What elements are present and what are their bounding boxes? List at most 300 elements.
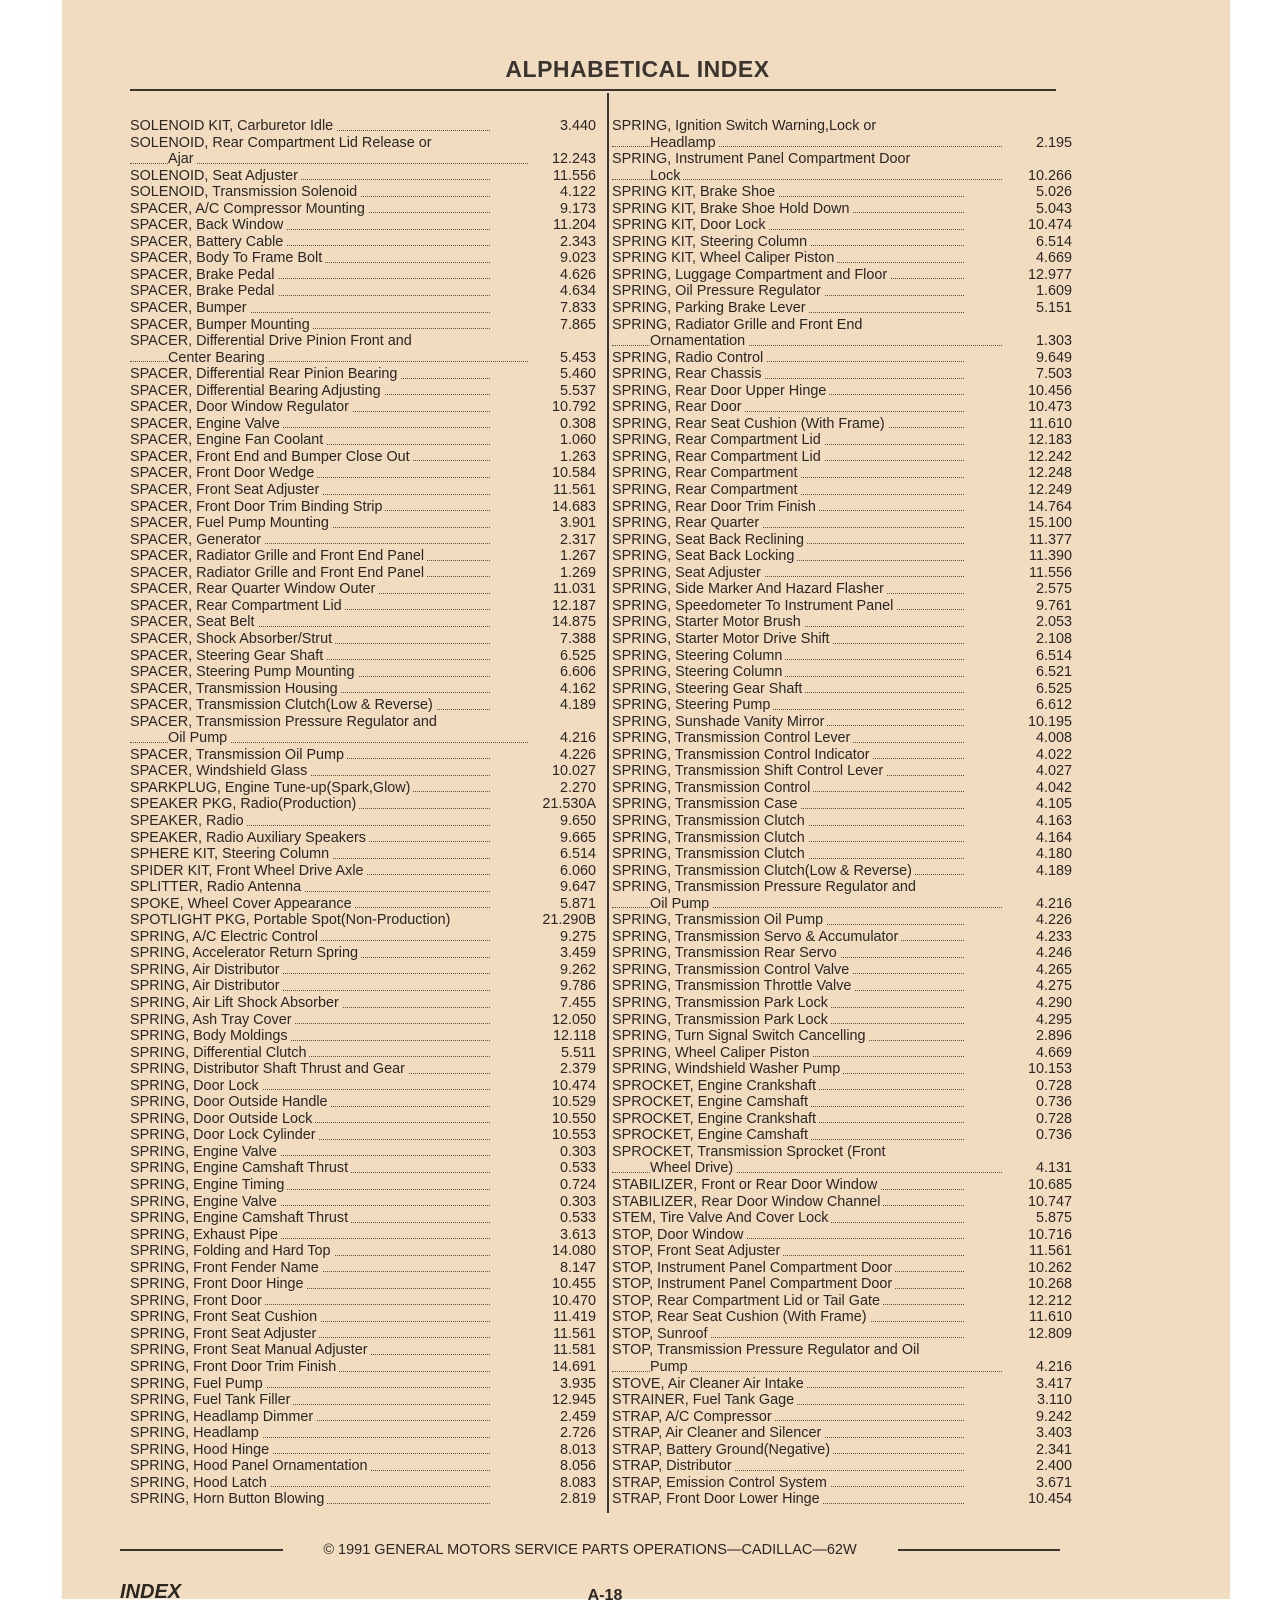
index-entry [130, 1194, 602, 1211]
entry-text-line [612, 234, 964, 251]
entry-text: SPRING KIT, Door Lock [612, 217, 769, 233]
entry-text: SPOTLIGHT PKG, Portable Spot(Non-Production) [130, 912, 453, 928]
entry-ref-number: 7.865 [559, 316, 596, 333]
entry-text-line [612, 1475, 964, 1492]
index-entry [130, 267, 602, 284]
entry-text-line [130, 681, 490, 698]
entry-text: SPRING, Transmission Control Lever [612, 730, 853, 746]
index-entry [612, 184, 1072, 201]
entry-text-line [612, 796, 964, 813]
entry-ref-number: 11.204 [553, 217, 596, 234]
entry-text: SPACER, Radiator Grille and Front End Panel [130, 548, 427, 564]
entry-ref-number: 9.262 [559, 961, 596, 978]
entry-ref-number: 2.726 [559, 1425, 596, 1442]
entry-ref-number: 4.162 [559, 680, 596, 697]
index-entry [130, 879, 602, 896]
entry-text: SPRING, Exhaust Pipe [130, 1227, 281, 1243]
entry-text: SPRING, Rear Chassis [612, 366, 765, 382]
entry-text-line [612, 465, 964, 482]
entry-ref-number: 10.195 [1027, 713, 1072, 730]
entry-text: SPRING, Transmission Clutch [612, 846, 808, 862]
index-entry [130, 1078, 602, 1095]
entry-text-line [130, 201, 490, 218]
entry-text: SPRING, Air Distributor [130, 978, 283, 994]
index-entry [612, 1458, 1072, 1475]
entry-text-line [130, 217, 490, 234]
index-entry [612, 1194, 1072, 1211]
entry-ref-number: 5.511 [561, 1044, 596, 1061]
entry-text-line [612, 118, 1072, 135]
entry-ref-number: 3.901 [559, 515, 596, 532]
index-entry [612, 1260, 1072, 1277]
entry-text: SPRING, Rear Quarter [612, 515, 762, 531]
index-entry [612, 1293, 1072, 1310]
entry-text: SPACER, Steering Pump Mounting [130, 664, 358, 680]
entry-text: STOP, Instrument Panel Compartment Door [612, 1260, 895, 1276]
entry-text: SPRING, Luggage Compartment and Floor [612, 267, 890, 283]
entry-text: STOP, Door Window [612, 1227, 746, 1243]
entry-text-line [612, 598, 964, 615]
entry-text: SPRING, Front Seat Manual Adjuster [130, 1342, 371, 1358]
index-entry [130, 449, 602, 466]
entry-ref-number: 12.183 [1027, 432, 1072, 449]
entry-text-line [130, 896, 490, 913]
index-entry [612, 796, 1072, 813]
entry-ref-number: 21.530A [542, 796, 596, 813]
index-entry [130, 1342, 602, 1359]
index-entry [612, 1028, 1072, 1045]
entry-text: SPACER, Differential Bearing Adjusting [130, 383, 384, 399]
entry-text-line [130, 1276, 490, 1293]
entry-text: SPACER, Back Window [130, 217, 286, 233]
entry-text-line [130, 449, 490, 466]
entry-text: SPROCKET, Transmission Sprocket (Front [612, 1144, 889, 1160]
entry-ref-number: 11.610 [1029, 1309, 1072, 1326]
entry-ref-number: 9.665 [559, 829, 596, 846]
entry-text-line [612, 1392, 964, 1409]
entry-text-line [612, 945, 964, 962]
entry-text-line [612, 830, 964, 847]
index-entry [130, 532, 602, 549]
entry-text-line [612, 350, 964, 367]
entry-ref-number: 11.561 [553, 482, 596, 499]
index-entry [612, 250, 1072, 267]
entry-text: SPACER, Windshield Glass [130, 763, 310, 779]
entry-text: STOVE, Air Cleaner Air Intake [612, 1376, 807, 1392]
entry-text: SPRING, Air Distributor [130, 962, 283, 978]
index-entry [612, 648, 1072, 665]
entry-text-line [612, 168, 1002, 185]
index-entry [130, 598, 602, 615]
entry-ref-number: 11.377 [1029, 531, 1072, 548]
index-entry [130, 465, 602, 482]
entry-text: STRAP, Air Cleaner and Silencer [612, 1425, 824, 1441]
index-entry [612, 664, 1072, 681]
entry-text: STRAINER, Fuel Tank Gage [612, 1392, 797, 1408]
entry-text-line [612, 317, 1072, 334]
entry-ref-number: 4.027 [1035, 763, 1072, 780]
entry-ref-number: 6.514 [1035, 647, 1072, 664]
entry-ref-number: 4.189 [1035, 862, 1072, 879]
entry-text-line [612, 714, 964, 731]
index-column-left [130, 118, 602, 1508]
index-entry [612, 383, 1072, 400]
entry-ref-number: 9.275 [559, 928, 596, 945]
entry-ref-number: 12.212 [1027, 1292, 1072, 1309]
entry-text-line [612, 912, 964, 929]
entry-text: SPRING, Horn Button Blowing [130, 1491, 327, 1507]
index-entry [612, 1342, 1072, 1375]
entry-text: SPRING, Rear Door Upper Hinge [612, 383, 829, 399]
entry-ref-number: 5.151 [1035, 300, 1072, 317]
entry-ref-number: 10.027 [551, 763, 596, 780]
entry-text: SPRING, Air Lift Shock Absorber [130, 995, 342, 1011]
entry-ref-number: 9.173 [559, 200, 596, 217]
index-entry [612, 432, 1072, 449]
index-entry [130, 664, 602, 681]
index-entry [612, 416, 1072, 433]
index-entry [130, 978, 602, 995]
entry-text: SPACER, Generator [130, 532, 264, 548]
entry-ref-number: 4.265 [1035, 961, 1072, 978]
entry-text: SPACER, Seat Belt [130, 614, 258, 630]
entry-text: SPRING, Distributor Shaft Thrust and Gear [130, 1061, 408, 1077]
entry-text-line [130, 879, 490, 896]
index-entry [612, 532, 1072, 549]
index-entry [130, 962, 602, 979]
index-entry [612, 1045, 1072, 1062]
entry-ref-number: 0.724 [559, 1177, 596, 1193]
page-title: ALPHABETICAL INDEX [505, 56, 770, 82]
entry-ref-number: 2.896 [1035, 1028, 1072, 1045]
index-entry [130, 1359, 602, 1376]
entry-text-line [612, 201, 964, 218]
entry-text-line [130, 250, 490, 267]
entry-text: SPRING, Transmission Control Indicator [612, 747, 873, 763]
entry-ref-number: 0.736 [1035, 1127, 1072, 1144]
entry-text-line [612, 614, 964, 631]
entry-text: SPRING, Front Door Hinge [130, 1276, 307, 1292]
entry-ref-number: 5.026 [1035, 184, 1072, 201]
entry-text: SPACER, Transmission Clutch(Low & Reverse) [130, 697, 436, 713]
entry-text-line [612, 1425, 964, 1442]
entry-text: SPRING, Transmission Control [612, 780, 813, 796]
index-entry [612, 1392, 1072, 1409]
entry-text: SPRING, Radiator Grille and Front End [612, 317, 865, 333]
entry-text-line [612, 217, 964, 234]
entry-text-line [612, 863, 964, 880]
entry-text: SPRING, Rear Door Trim Finish [612, 499, 819, 515]
entry-text-line [130, 830, 490, 847]
entry-text-line [130, 1094, 490, 1111]
entry-text-line [612, 482, 964, 499]
index-entry [612, 1243, 1072, 1260]
entry-text: SPIDER KIT, Front Wheel Drive Axle [130, 863, 367, 879]
index-entry [130, 1227, 602, 1244]
entry-text-line [612, 1061, 964, 1078]
entry-text: Oil Pump [650, 896, 712, 912]
entry-text: SPACER, Rear Quarter Window Outer [130, 581, 378, 597]
entry-ref-number: 12.187 [551, 597, 596, 614]
entry-text-line [612, 449, 964, 466]
entry-ref-number: 0.533 [559, 1210, 596, 1227]
entry-text-line [130, 1376, 490, 1393]
entry-ref-number: 4.022 [1035, 746, 1072, 763]
entry-ref-number: 6.514 [1035, 233, 1072, 250]
entry-text-line [612, 565, 964, 582]
entry-text: SPACER, Transmission Housing [130, 681, 341, 697]
index-entry [130, 1425, 602, 1442]
entry-text-line [612, 813, 964, 830]
entry-text: SPACER, Front Door Trim Binding Strip [130, 499, 385, 515]
entry-text-line [130, 1045, 490, 1062]
index-entry [612, 449, 1072, 466]
index-entry [130, 631, 602, 648]
entry-text: SPRING KIT, Wheel Caliper Piston [612, 250, 837, 266]
entry-ref-number: 12.242 [1027, 448, 1072, 465]
entry-text: SPACER, Rear Compartment Lid [130, 598, 345, 614]
entry-text-line [612, 1293, 964, 1310]
entry-text-line [130, 1078, 490, 1095]
entry-text: SPRING, Transmission Throttle Valve [612, 978, 854, 994]
entry-text: SPACER, Bumper [130, 300, 250, 316]
entry-text-line [130, 1260, 490, 1277]
entry-text: SPRING, Transmission Pressure Regulator and [612, 879, 919, 895]
entry-ref-number: 6.525 [559, 647, 596, 664]
entry-text-line [612, 962, 964, 979]
entry-text-line [612, 846, 964, 863]
entry-text-line [612, 747, 964, 764]
entry-ref-number: 9.242 [1035, 1408, 1072, 1425]
entry-text: SOLENOID KIT, Carburetor Idle [130, 118, 336, 134]
entry-text-line [130, 697, 490, 714]
entry-text-line [130, 945, 490, 962]
entry-text: SPRING, Transmission Servo & Accumulator [612, 929, 901, 945]
entry-text-line [130, 267, 490, 284]
entry-ref-number: 9.647 [559, 879, 596, 896]
entry-text-line [612, 1078, 964, 1095]
index-entry [130, 697, 602, 714]
entry-text-line [612, 151, 1072, 168]
entry-ref-number: 4.226 [559, 746, 596, 763]
index-entry [130, 714, 602, 747]
entry-text: SPACER, Transmission Pressure Regulator and [130, 714, 440, 730]
index-entry [130, 1028, 602, 1045]
entry-text: SPRING, Rear Compartment Lid [612, 432, 824, 448]
entry-text-line [130, 730, 528, 747]
entry-text: SPACER, Differential Rear Pinion Bearing [130, 366, 400, 382]
entry-ref-number: 2.575 [1035, 581, 1072, 598]
entry-text: STOP, Instrument Panel Compartment Door [612, 1276, 895, 1292]
entry-ref-number: 15.100 [1027, 515, 1072, 532]
index-entry [130, 482, 602, 499]
index-entry [612, 350, 1072, 367]
entry-ref-number: 6.612 [1035, 697, 1072, 714]
entry-text-line [612, 1409, 964, 1426]
index-entry [130, 614, 602, 631]
entry-text: SPRING, Engine Camshaft Thrust [130, 1160, 351, 1176]
entry-ref-number: 5.043 [1035, 200, 1072, 217]
index-entry [612, 631, 1072, 648]
index-entry [130, 912, 602, 929]
entry-ref-number: 10.262 [1027, 1259, 1072, 1276]
index-entry [612, 995, 1072, 1012]
entry-text-line [612, 879, 1072, 896]
entry-ref-number: 5.453 [559, 349, 596, 366]
entry-text: Pump [650, 1359, 691, 1375]
entry-ref-number: 2.341 [1035, 1441, 1072, 1458]
entry-ref-number: 10.553 [551, 1127, 596, 1144]
entry-text: SPRING, Hood Hinge [130, 1442, 272, 1458]
entry-text-line [130, 1409, 490, 1426]
entry-text: SPRING KIT, Steering Column [612, 234, 810, 250]
entry-text-line [612, 366, 964, 383]
entry-text: SPRING, Folding and Hard Top [130, 1243, 334, 1259]
entry-text-line [130, 912, 490, 929]
page-number: A-18 [587, 1587, 623, 1604]
index-entry [130, 250, 602, 267]
entry-text: SPRING, Front Seat Cushion [130, 1309, 320, 1325]
entry-text: Lock [650, 168, 683, 184]
entry-text-line [612, 1194, 964, 1211]
entry-text: SPRING, Front Fender Name [130, 1260, 322, 1276]
index-entry [130, 763, 602, 780]
entry-ref-number: 11.561 [1029, 1243, 1072, 1260]
entry-text: SPRING, Rear Seat Cushion (With Frame) [612, 416, 888, 432]
index-entry [130, 300, 602, 317]
entry-text: SPRING, Hood Panel Ornamentation [130, 1458, 371, 1474]
entry-text-line [130, 1359, 490, 1376]
entry-ref-number: 4.669 [1035, 1044, 1072, 1061]
entry-ref-number: 2.108 [1035, 630, 1072, 647]
footer-copyright-text: © 1991 GENERAL MOTORS SERVICE PARTS OPERATIONS—CADILLAC—62W [319, 1542, 860, 1558]
index-entry [612, 482, 1072, 499]
entry-text-line [130, 1442, 490, 1459]
entry-ref-number: 1.060 [559, 432, 596, 449]
entry-text: SPRING, Side Marker And Hazard Flasher [612, 581, 887, 597]
entry-text-line [612, 1012, 964, 1029]
entry-ref-number: 8.013 [559, 1441, 596, 1458]
entry-text-line [130, 581, 490, 598]
index-entry [130, 383, 602, 400]
entry-text: SPEAKER PKG, Radio(Production) [130, 796, 359, 812]
entry-text: SPRING, Seat Back Locking [612, 548, 797, 564]
index-entry [130, 1293, 602, 1310]
entry-ref-number: 6.606 [559, 664, 596, 681]
entry-ref-number: 11.561 [553, 1325, 596, 1342]
entry-ref-number: 4.105 [1035, 796, 1072, 813]
entry-text-line [612, 1359, 1002, 1376]
entry-text: SPRING, Starter Motor Brush [612, 614, 804, 630]
entry-text: SPRING, Transmission Clutch [612, 830, 808, 846]
entry-ref-number: 4.131 [1035, 1160, 1072, 1177]
entry-text-line [612, 300, 964, 317]
entry-ref-number: 14.764 [1027, 498, 1072, 515]
column-divider [607, 93, 609, 1513]
entry-ref-number: 12.977 [1027, 266, 1072, 283]
index-entry [130, 283, 602, 300]
entry-ref-number: 4.164 [1035, 829, 1072, 846]
entry-ref-number: 10.529 [551, 1094, 596, 1111]
entry-ref-number: 10.474 [551, 1077, 596, 1094]
entry-ref-number: 3.440 [559, 118, 596, 134]
entry-text-line [612, 780, 964, 797]
entry-text-line [612, 515, 964, 532]
entry-ref-number: 12.809 [1027, 1325, 1072, 1342]
entry-ref-number: 4.669 [1035, 250, 1072, 267]
index-entry [612, 283, 1072, 300]
entry-text: STOP, Transmission Pressure Regulator and Oil [612, 1342, 922, 1358]
entry-text-line [612, 399, 964, 416]
index-entry [612, 118, 1072, 151]
entry-text-line [130, 317, 490, 334]
index-entry [130, 1061, 602, 1078]
entry-text-line [130, 929, 490, 946]
entry-text: SPRING, Body Moldings [130, 1028, 291, 1044]
entry-ref-number: 11.581 [553, 1342, 596, 1359]
entry-text-line [612, 730, 964, 747]
index-entry [612, 201, 1072, 218]
entry-text-line [612, 383, 964, 400]
entry-text-line [612, 416, 964, 433]
index-entry [612, 499, 1072, 516]
entry-text: SPRING, Transmission Shift Control Lever [612, 763, 886, 779]
index-entry [612, 1210, 1072, 1227]
entry-text: SPRING KIT, Brake Shoe [612, 184, 778, 200]
entry-text: SPRING, Transmission Case [612, 796, 801, 812]
entry-ref-number: 0.533 [559, 1160, 596, 1177]
entry-text-line [130, 399, 490, 416]
entry-text-line [612, 896, 1002, 913]
entry-text: SPACER, Battery Cable [130, 234, 286, 250]
entry-ref-number: 12.945 [551, 1392, 596, 1409]
entry-ref-number: 6.514 [559, 846, 596, 863]
entry-ref-number: 14.683 [551, 498, 596, 515]
entry-ref-number: 12.249 [1027, 482, 1072, 499]
entry-text: SPRING, Speedometer To Instrument Panel [612, 598, 896, 614]
index-entry [130, 515, 602, 532]
entry-text: SPRING, Door Outside Lock [130, 1111, 315, 1127]
entry-text-line [612, 681, 964, 698]
entry-ref-number: 1.269 [559, 564, 596, 581]
entry-text-line [130, 995, 490, 1012]
index-entry [130, 648, 602, 665]
entry-text-line [130, 184, 490, 201]
entry-text: SPEAKER, Radio Auxiliary Speakers [130, 830, 369, 846]
index-entry [612, 697, 1072, 714]
entry-text: SPRING, Seat Back Reclining [612, 532, 807, 548]
index-entry [612, 962, 1072, 979]
entry-text: SPRING, Turn Signal Switch Cancelling [612, 1028, 869, 1044]
entry-ref-number: 10.268 [1027, 1276, 1072, 1293]
index-entry [130, 1392, 602, 1409]
index-entry [130, 565, 602, 582]
index-entry [130, 681, 602, 698]
entry-text-line [130, 796, 490, 813]
entry-text: SPACER, Bumper Mounting [130, 317, 313, 333]
index-entry [612, 846, 1072, 863]
entry-text: SOLENOID, Seat Adjuster [130, 168, 301, 184]
entry-ref-number: 1.263 [559, 448, 596, 465]
entry-text-line [130, 631, 490, 648]
index-entry [612, 317, 1072, 350]
index-entry [130, 201, 602, 218]
entry-ref-number: 9.786 [559, 978, 596, 995]
entry-ref-number: 1.303 [1035, 333, 1072, 350]
entry-ref-number: 1.609 [1035, 283, 1072, 300]
index-entry [130, 317, 602, 334]
entry-ref-number: 4.216 [559, 730, 596, 747]
